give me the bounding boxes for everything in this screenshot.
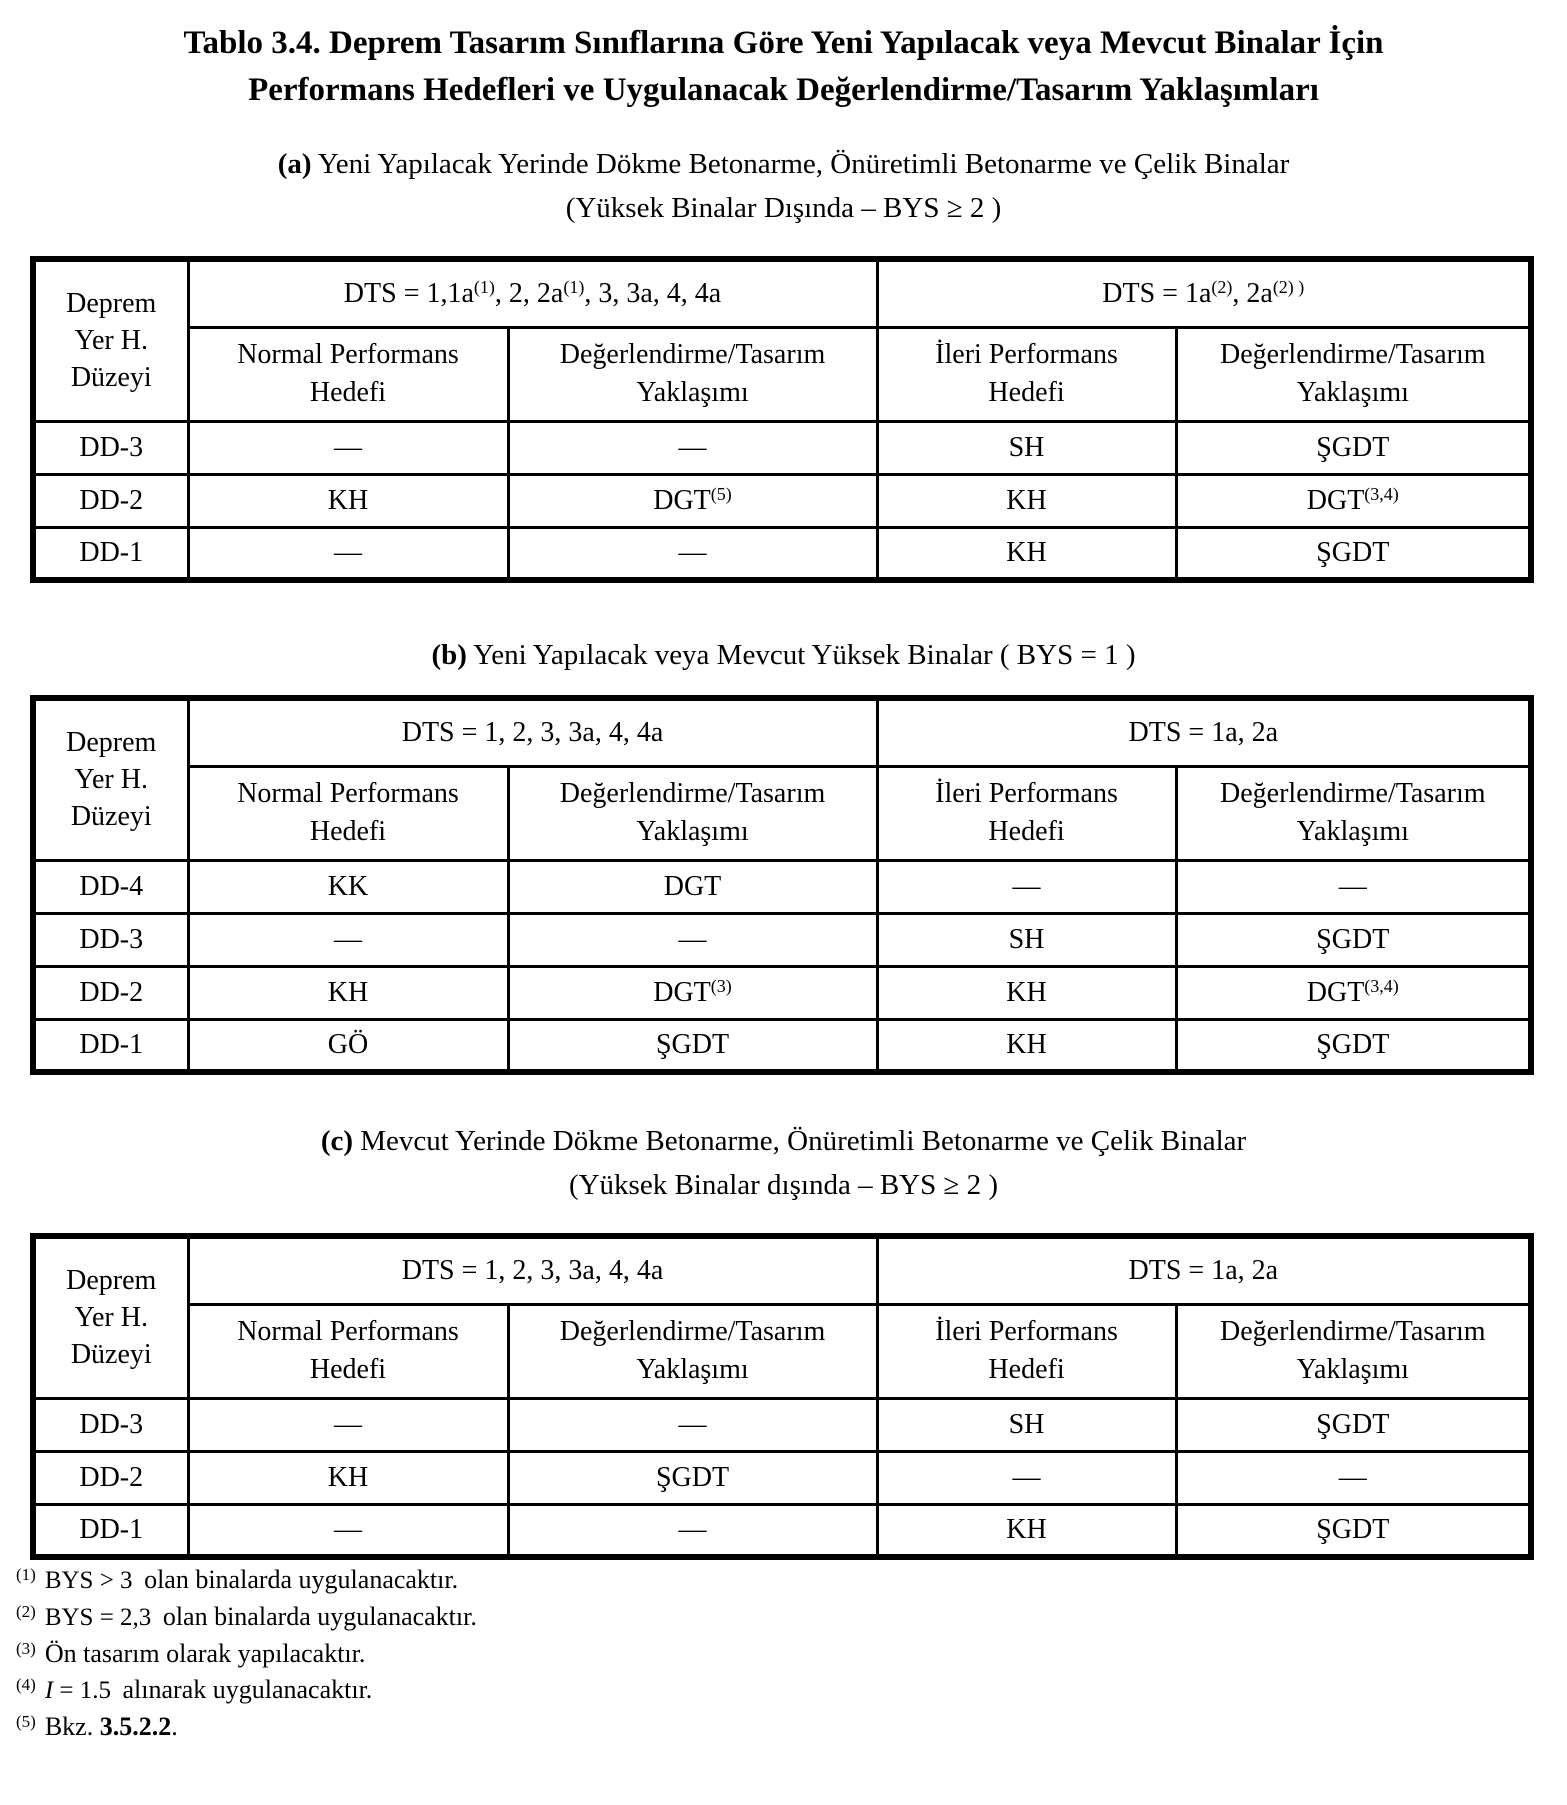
table-cell [188,1451,508,1504]
table-row [33,474,1531,527]
footnote-formula: = 1.5 [53,1677,112,1704]
corner-line2: Yer H. [74,1302,148,1334]
cell-text: — [678,431,707,463]
cell-text: — [678,1513,707,1545]
section-c-title [0,1119,1567,1163]
table-cell [508,474,877,527]
col-header-line: Normal Performans [237,339,459,370]
cell-text: — [678,923,707,955]
table-row [33,1451,1531,1504]
dts-text: , 2, 2a [494,277,564,309]
table-cell [1176,421,1531,474]
table-cell [508,1504,877,1557]
cell-text: SH [1008,431,1045,463]
section-a-subtitle: (Yüksek Binalar Dışında – BYS ≥ 2 ) [565,192,1002,224]
col-header-line: Hedefi [309,816,387,847]
cell-sup: (3,4) [1364,483,1399,504]
table-a-group-header-row [33,259,1531,327]
corner-header [33,259,188,421]
table-cell [1176,913,1531,966]
col-header-degerlendirme-right [1176,1304,1531,1398]
table-c-dts-right-header [877,1236,1531,1304]
cell-text: KK [327,870,369,902]
col-header-line: Yaklaşımı [1296,377,1409,408]
col-header-normal-performans [188,327,508,421]
row-label: DD-2 [33,966,188,1019]
section-b-title [0,633,1567,677]
cell-text: — [334,923,362,955]
footnote-marker: (4) [16,1675,36,1694]
table-cell [877,1451,1176,1504]
corner-line3: Düzeyi [70,1339,152,1371]
row-label: DD-4 [33,860,188,913]
col-header-line: Yaklaşımı [636,1354,749,1385]
table-cell [188,527,508,580]
row-label: DD-3 [33,913,188,966]
cell-text: ŞGDT [1316,1513,1390,1545]
dts-text: DTS = 1,1a [343,277,474,309]
row-label: DD-3 [33,1398,188,1451]
table-cell [188,1019,508,1072]
table-cell [877,1504,1176,1557]
col-header-line: Yaklaşımı [1296,816,1409,847]
footnote-ref: (2) ) [1272,276,1305,297]
row-label: DD-1 [33,1504,188,1557]
dts-text: DTS = 1a [1102,277,1212,309]
footnote-formula: BYS > 3 [44,1567,133,1594]
table-row [33,913,1531,966]
footnote-1 [16,1562,1567,1599]
section-a-label: (a) [277,148,312,180]
table-row [33,1398,1531,1451]
col-header-ileri-performans [877,1304,1176,1398]
footnote-pre: Bkz. [44,1712,100,1741]
section-a-title [0,142,1567,186]
table-title [0,20,1567,114]
footnotes [16,1562,1567,1745]
dts-text: DTS = 1, 2, 3, 3a, 4, 4a [401,1254,664,1286]
table-cell [188,860,508,913]
table-cell [1176,860,1531,913]
table-cell [1176,1451,1531,1504]
table-row [33,966,1531,1019]
table-cell [188,913,508,966]
table-cell [1176,1019,1531,1072]
col-header-line: Hedefi [988,1354,1065,1385]
corner-line1: Deprem [66,727,157,759]
footnote-5 [16,1709,1567,1745]
table-cell [877,527,1176,580]
section-c-label: (c) [320,1125,354,1157]
row-label: DD-1 [33,1019,188,1072]
footnote-ref: (1) [473,276,495,297]
table-a-column-header-row [33,327,1531,421]
cell-text: KH [1006,536,1047,568]
section-a-title-text: Yeni Yapılacak Yerinde Dökme Betonarme, Önüretimli Betonarme ve Çelik Binalar [317,148,1290,180]
table-cell [1176,474,1531,527]
footnote-text: . [171,1712,178,1741]
col-header-degerlendirme-left [508,327,877,421]
section-c-title-text: Mevcut Yerinde Dökme Betonarme, Önüretimli Betonarme ve Çelik Binalar [360,1125,1247,1157]
cell-sup: (5) [710,483,732,504]
cell-text: — [678,536,707,568]
col-header-degerlendirme-right [1176,327,1531,421]
col-header-line: Yaklaşımı [636,377,749,408]
col-header-line: Hedefi [988,377,1065,408]
cell-text: KH [327,1461,369,1493]
col-header-normal-performans [188,766,508,860]
dts-text: DTS = 1a, 2a [1128,716,1279,748]
corner-line3: Düzeyi [70,362,152,394]
cell-text: KH [1006,1513,1047,1545]
cell-text: ŞGDT [655,1461,730,1493]
footnote-marker: (3) [16,1639,36,1658]
cell-text: ŞGDT [1316,431,1390,463]
col-header-normal-performans [188,1304,508,1398]
cell-text: SH [1008,923,1045,955]
table-c [30,1233,1534,1560]
dts-text: DTS = 1, 2, 3, 3a, 4, 4a [401,716,664,748]
table-a-dts-right-header [877,259,1531,327]
table-b [30,695,1534,1075]
table-cell [508,1019,877,1072]
cell-text: ŞGDT [1316,1028,1390,1060]
cell-text: KH [327,976,369,1008]
table-c-column-header-row [33,1304,1531,1398]
row-label: DD-1 [33,527,188,580]
col-header-degerlendirme-left [508,766,877,860]
dts-text: DTS = 1a, 2a [1128,1254,1279,1286]
col-header-ileri-performans [877,327,1176,421]
cell-text: — [678,1408,707,1440]
cell-text: DGT [1306,484,1365,516]
cell-text: –– [1012,1461,1041,1493]
table-c-dts-left-header [188,1236,877,1304]
table-cell [877,966,1176,1019]
table-row [33,1504,1531,1557]
table-cell [877,860,1176,913]
table-cell [1176,1398,1531,1451]
table-c-group-header-row [33,1236,1531,1304]
table-cell [508,860,877,913]
col-header-line: Değerlendirme/Tasarım [1220,339,1486,370]
cell-text: GÖ [327,1028,369,1060]
footnote-2 [16,1599,1567,1636]
table-cell [508,966,877,1019]
col-header-line: Değerlendirme/Tasarım [559,339,826,370]
col-header-line: İleri Performans [935,778,1118,809]
table-cell [188,966,508,1019]
table-cell [877,1398,1176,1451]
table-row [33,1019,1531,1072]
table-cell [1176,527,1531,580]
table-row [33,527,1531,580]
corner-header [33,1236,188,1398]
col-header-line: İleri Performans [935,339,1118,370]
table-cell [508,913,877,966]
cell-text: — [1338,1461,1367,1493]
table-b-group-header-row [33,698,1531,766]
cell-text: DGT [653,484,711,516]
table-cell [188,474,508,527]
corner-header [33,698,188,860]
cell-text: ŞGDT [1316,923,1390,955]
table-a-dts-left-header [188,259,877,327]
table-cell [508,1398,877,1451]
table-cell [1176,1504,1531,1557]
cell-text: KH [1006,1028,1047,1060]
col-header-line: Yaklaşımı [1296,1354,1409,1385]
footnote-formula: BYS = 2,3 [44,1604,152,1631]
section-b-title-text: Yeni Yapılacak veya Mevcut Yüksek Binalar ( BYS = 1 ) [473,639,1136,671]
row-label: DD-2 [33,1451,188,1504]
table-b-column-header-row [33,766,1531,860]
cell-text: DGT [663,870,722,902]
cell-text: ŞGDT [1316,536,1390,568]
footnote-marker: (5) [16,1712,36,1731]
table-cell [877,421,1176,474]
col-header-line: Hedefi [309,377,387,408]
table-a [30,256,1534,583]
table-cell [188,421,508,474]
cell-text: — [334,431,362,463]
footnote-4 [16,1672,1567,1709]
cell-text: — [334,536,362,568]
table-b-dts-left-header [188,698,877,766]
dts-text: , 2a [1232,277,1273,309]
col-header-line: Normal Performans [237,778,459,809]
table-row [33,421,1531,474]
footnote-text: alınarak uygulanacaktır. [116,1675,373,1704]
table-cell [508,527,877,580]
footnote-marker: (1) [16,1565,36,1584]
cell-sup: (3) [710,975,732,996]
corner-line2: Yer H. [74,325,148,357]
col-header-line: Hedefi [309,1354,387,1385]
table-cell [877,1019,1176,1072]
table-row [33,860,1531,913]
col-header-line: İleri Performans [935,1316,1118,1347]
corner-line1: Deprem [66,1265,157,1297]
cell-text: ŞGDT [655,1028,730,1060]
footnote-italic: I [44,1677,54,1704]
corner-line2: Yer H. [74,764,148,796]
footnote-text: olan binalarda uygulanacaktır. [137,1565,459,1594]
footnote-marker: (2) [16,1602,36,1621]
cell-text: — [1338,870,1367,902]
col-header-line: Normal Performans [237,1316,459,1347]
corner-line1: Deprem [66,288,157,320]
cell-sup: (3,4) [1364,975,1399,996]
section-b-label: (b) [431,639,467,671]
col-header-line: Değerlendirme/Tasarım [1220,778,1486,809]
corner-line3: Düzeyi [70,801,152,833]
cell-text: DGT [1306,976,1365,1008]
col-header-line: Hedefi [988,816,1065,847]
col-header-line: Yaklaşımı [636,816,749,847]
row-label: DD-3 [33,421,188,474]
footnote-text: Ön tasarım olarak yapılacaktır. [44,1639,366,1668]
col-header-ileri-performans [877,766,1176,860]
cell-text: KH [1006,484,1047,516]
dts-text: , 3, 3a, 4, 4a [584,277,722,309]
cell-text: KH [327,484,369,516]
footnote-ref: (2) [1211,276,1233,297]
table-cell [508,1451,877,1504]
table-cell [877,474,1176,527]
col-header-line: Değerlendirme/Tasarım [1220,1316,1486,1347]
table-cell [188,1398,508,1451]
footnote-ref: (1) [563,276,585,297]
table-b-dts-right-header [877,698,1531,766]
table-cell [188,1504,508,1557]
col-header-line: Değerlendirme/Tasarım [559,1316,826,1347]
footnote-bold-ref: 3.5.2.2 [99,1712,172,1741]
section-c-subtitle: (Yüksek Binalar dışında – BYS ≥ 2 ) [568,1169,999,1201]
col-header-degerlendirme-right [1176,766,1531,860]
row-label: DD-2 [33,474,188,527]
col-header-line: Değerlendirme/Tasarım [559,778,826,809]
table-title-line1: Tablo 3.4. Deprem Tasarım Sınıflarına Göre Yeni Yapılacak veya Mevcut Binalar İçin [183,25,1384,61]
cell-text: KH [1006,976,1047,1008]
cell-text: DGT [653,976,711,1008]
col-header-degerlendirme-left [508,1304,877,1398]
cell-text: ŞGDT [1316,1408,1390,1440]
cell-text: –– [1012,870,1041,902]
table-title-line2: Performans Hedefleri ve Uygulanacak Değerlendirme/Tasarım Yaklaşımları [248,72,1319,108]
footnote-3 [16,1636,1567,1672]
table-cell [877,913,1176,966]
cell-text: SH [1008,1408,1045,1440]
cell-text: — [334,1513,362,1545]
table-cell [508,421,877,474]
cell-text: — [334,1408,362,1440]
footnote-text: olan binalarda uygulanacaktır. [156,1602,477,1631]
table-cell [1176,966,1531,1019]
